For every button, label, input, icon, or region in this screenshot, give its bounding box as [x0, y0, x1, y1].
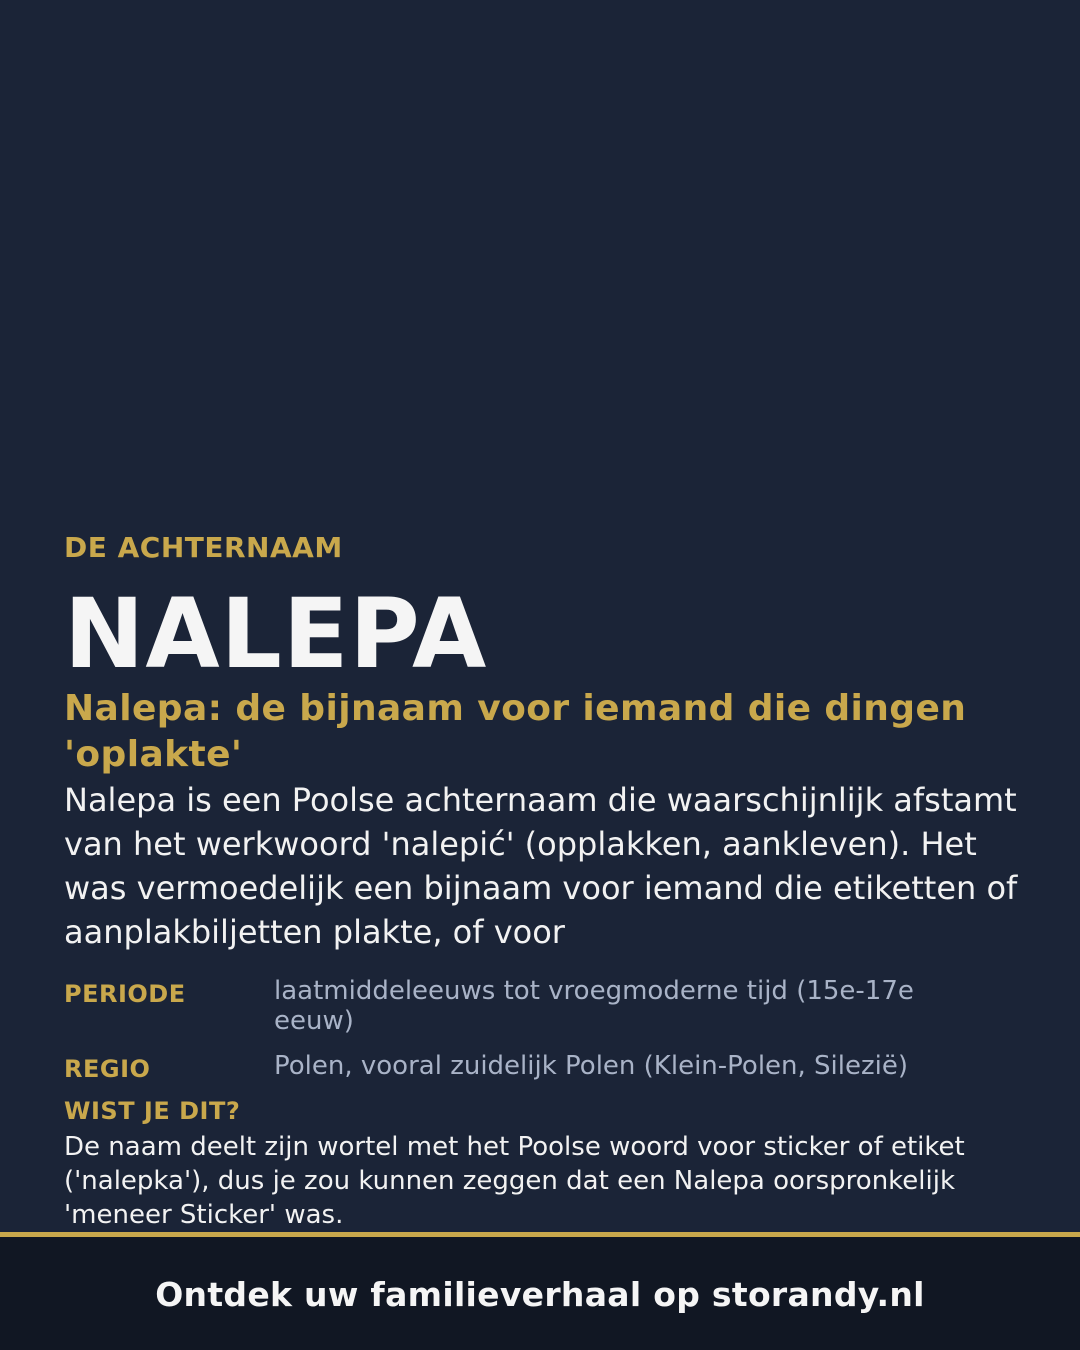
surname-subtitle: Nalepa: de bijnaam voor iemand die dingen 'oplakte'	[64, 688, 967, 775]
facts-list	[64, 976, 1024, 1084]
fact-value: laatmiddeleeuws tot vroegmoderne tijd (15e-17e eeuw)	[274, 976, 914, 1036]
trivia-label: WIST JE DIT?	[64, 1097, 241, 1125]
eyebrow-label: DE ACHTERNAAM	[64, 531, 343, 564]
surname-description: Nalepa is een Poolse achternaam die waarschijnlijk afstamt van het werkwoord 'nalepić' (opplakken, aankleven). Het was vermoedelijk een bijnaam voor iemand die etiketten of aanplakbiljetten plakte, of voor	[64, 781, 1018, 951]
footer-cta-link[interactable]: Ontdek uw familieverhaal op storandy.nl	[155, 1275, 925, 1314]
footer-banner	[0, 1232, 1080, 1350]
surname-title: NALEPA	[64, 578, 488, 690]
fact-row-periode	[64, 976, 1024, 1036]
surname-card-content	[64, 532, 1024, 1232]
fact-value: Polen, vooral zuidelijk Polen (Klein-Polen, Silezië)	[274, 1051, 909, 1081]
fact-label: PERIODE	[64, 980, 186, 1008]
fact-row-regio	[64, 1051, 1024, 1084]
trivia-text: De naam deelt zijn wortel met het Poolse woord voor sticker of etiket ('nalepka'), dus je zou kunnen zeggen dat een Nalepa oorspronkelijk 'meneer Sticker' was.	[64, 1132, 965, 1230]
fact-label: REGIO	[64, 1055, 151, 1083]
